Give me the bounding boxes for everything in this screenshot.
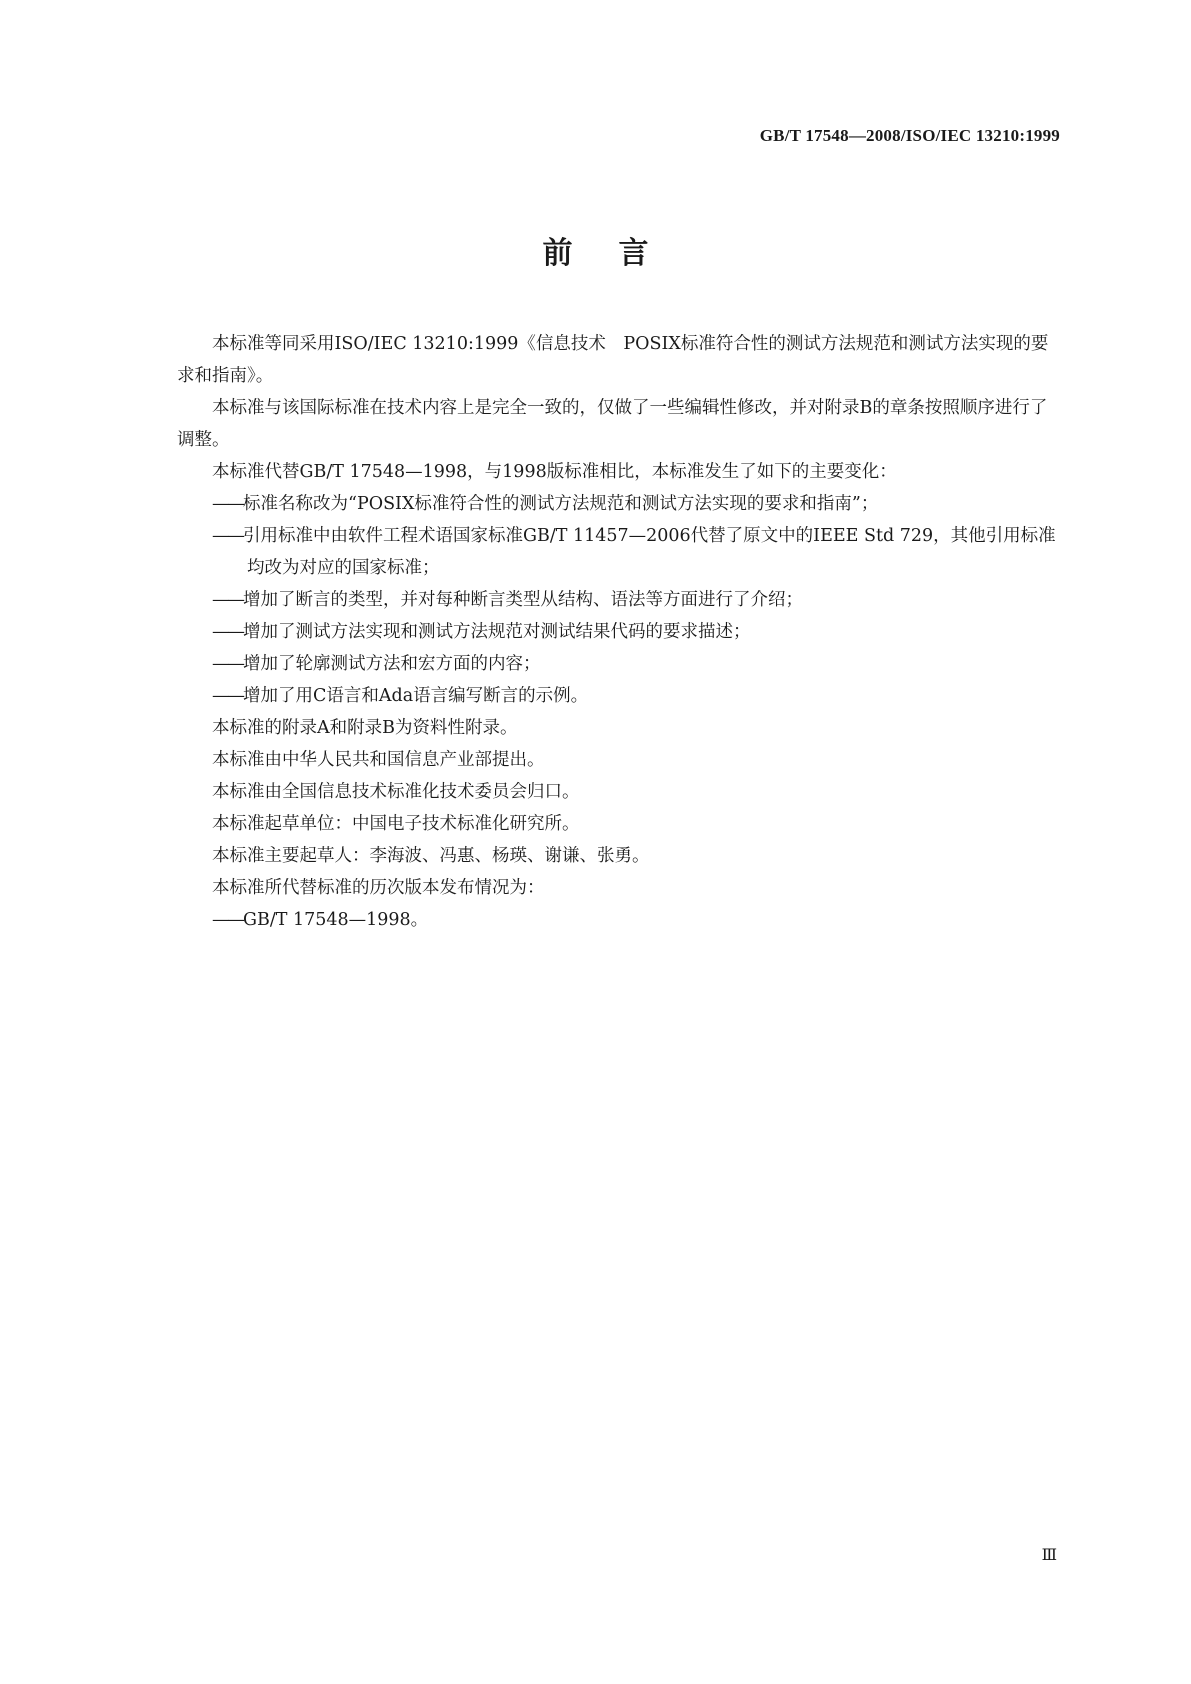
page-title: 前言	[542, 236, 695, 271]
list-item-text: 引用标准中由软件工程术语国家标准GB/T 11457—2006代替了原文中的IEEE Std 729，其他引用标准均改为对应的国家标准；	[243, 526, 1056, 578]
change-list-item	[177, 616, 1061, 648]
list-item-text: 增加了轮廓测试方法和宏方面的内容；	[243, 654, 541, 674]
change-list-item	[177, 584, 1061, 616]
paragraph: 本标准与该国际标准在技术内容上是完全一致的，仅做了一些编辑性修改，并对附录B的章条按照顺序进行了调整。	[177, 398, 1048, 450]
paragraph: 本标准主要起草人：李海波、冯惠、杨瑛、谢谦、张勇。	[212, 846, 650, 866]
paragraph: 本标准起草单位：中国电子技术标准化研究所。	[212, 814, 580, 834]
paragraph: 本标准由全国信息技术标准化技术委员会归口。	[212, 782, 580, 802]
list-item-text: 增加了测试方法实现和测试方法规范对测试结果代码的要求描述；	[243, 622, 751, 642]
paragraph: 本标准代替GB/T 17548—1998，与1998版标准相比，本标准发生了如下的主要变化：	[212, 462, 897, 482]
standard-code-header: GB/T 17548—2008/ISO/IEC 13210:1999	[759, 126, 1060, 145]
dash-marker: ——	[212, 686, 243, 706]
list-item-text: 增加了断言的类型，并对每种断言类型从结构、语法等方面进行了介绍；	[243, 590, 803, 610]
dash-marker: ——	[212, 910, 243, 930]
paragraph: 本标准由中华人民共和国信息产业部提出。	[212, 750, 545, 770]
list-item-text: GB/T 17548—1998。	[243, 910, 429, 930]
page-number: Ⅲ	[1041, 1547, 1057, 1564]
paragraph: 本标准所代替标准的历次版本发布情况为：	[212, 878, 545, 898]
paragraph: 本标准的附录A和附录B为资料性附录。	[212, 718, 518, 738]
dash-marker: ——	[212, 494, 243, 514]
previous-version-item	[177, 904, 1061, 936]
dash-marker: ——	[212, 654, 243, 674]
change-list-item	[177, 648, 1061, 680]
list-item-text: 增加了用C语言和Ada语言编写断言的示例。	[243, 686, 589, 706]
list-item-text: 标准名称改为“POSIX标准符合性的测试方法规范和测试方法实现的要求和指南”；	[243, 494, 879, 514]
change-list-item	[177, 680, 1061, 712]
dash-marker: ——	[212, 622, 243, 642]
change-list-item	[177, 488, 1061, 520]
foreword-body	[177, 328, 1061, 936]
dash-marker: ——	[212, 590, 243, 610]
change-list-item	[177, 520, 1061, 584]
paragraph: 本标准等同采用ISO/IEC 13210:1999《信息技术 POSIX标准符合性的测试方法规范和测试方法实现的要求和指南》。	[177, 334, 1049, 386]
dash-marker: ——	[212, 526, 243, 546]
